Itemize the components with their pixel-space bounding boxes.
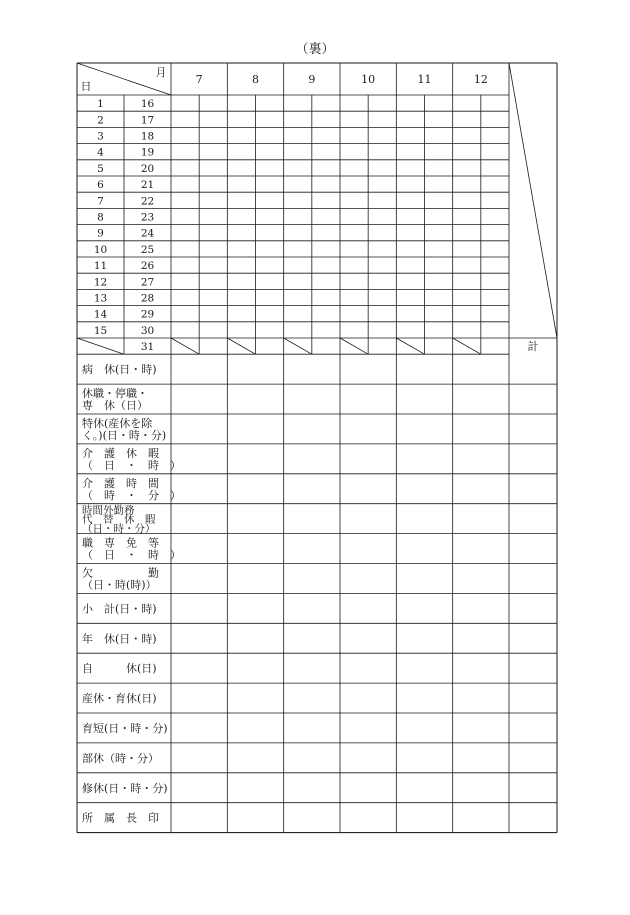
day-number-right: 28 [140,292,155,305]
category-label: 産休・育休(日) [82,692,157,706]
day-number-left: 7 [97,195,104,208]
day-number-left: 1 [97,98,104,111]
day-31-month-diagonal [227,338,255,354]
category-label: 職 専 免 等 [82,536,159,550]
day-number-left: 5 [97,162,104,175]
month-label: 8 [252,73,259,86]
day-31-month-diagonal [171,338,199,354]
day-number-right: 27 [140,276,155,289]
day-number-left: 6 [97,179,104,192]
day-number-right: 16 [140,98,155,111]
category-label: （ 日 ・ 時 ） [82,458,181,472]
day-number-right: 20 [140,162,155,175]
day-31-month-diagonal [396,338,424,354]
day-number-left: 9 [97,227,104,240]
day-number-left: 8 [97,211,104,224]
category-label: 特休(産休を除 [82,416,153,430]
day-number-right: 26 [140,260,155,273]
category-label: 所 属 長 印 [82,811,159,825]
category-label: 介 護 時 間 [82,476,159,490]
total-label: 計 [527,340,539,354]
category-label: 欠 勤 [82,566,159,580]
category-label: 年 休(日・時) [82,632,157,646]
month-label: 10 [361,73,376,86]
day-number-left: 15 [93,324,108,337]
category-label: 部休（時・分） [82,751,159,765]
day-31-month-diagonal [453,338,481,354]
category-label: 代 替 休 暇 [82,513,156,526]
day-number-right: 23 [140,211,155,224]
day-number-left: 10 [93,243,108,256]
day-number-left: 2 [97,114,104,127]
day-31-left-diagonal [77,338,124,354]
day-number-left: 12 [93,276,108,289]
day-31-month-diagonal [340,338,368,354]
category-label: 育短(日・時・分) [82,721,168,735]
day-number-right: 29 [140,308,155,321]
category-label: 休職・停職・ [82,387,148,401]
category-label: 介 護 休 暇 [82,446,159,460]
day-number-right: 22 [140,195,155,208]
day-number-right: 31 [140,341,155,354]
day-31-month-diagonal [284,338,312,354]
page-title: （裏） [295,42,335,57]
day-number-right: 19 [140,146,155,159]
day-number-right: 24 [140,227,155,240]
month-label: 12 [473,73,488,86]
day-number-right: 18 [140,130,155,143]
category-label: （ 時 ・ 分 ） [82,488,181,502]
day-number-right: 21 [140,179,155,192]
category-label: 病 休(日・時) [82,363,157,377]
category-label: く。)(日・時・分) [82,428,167,442]
day-number-left: 14 [93,308,108,321]
category-label: 小 計(日・時) [82,602,157,616]
header-month-label: 月 [155,66,167,79]
day-number-left: 4 [97,146,104,159]
category-label: 専 休（日） [82,399,148,413]
category-label: 修休(日・時・分) [82,781,168,795]
day-number-right: 30 [140,324,155,337]
header-day-label: 日 [80,80,92,93]
category-label: （日・時(時)） [82,578,157,592]
total-column-diagonal [509,63,557,338]
day-number-right: 17 [140,114,155,127]
month-label: 9 [308,73,316,86]
month-label: 11 [417,73,432,86]
category-label: 自 休(日) [82,662,157,676]
day-number-left: 11 [93,260,108,273]
month-label: 7 [195,73,203,86]
category-label: （ 日 ・ 時 ） [82,548,181,562]
day-number-right: 25 [140,243,155,256]
category-label: （日・時・分） [82,523,156,536]
day-number-left: 13 [93,292,108,305]
day-number-left: 3 [97,130,104,143]
category-label: 時間外勤務 [82,504,135,517]
